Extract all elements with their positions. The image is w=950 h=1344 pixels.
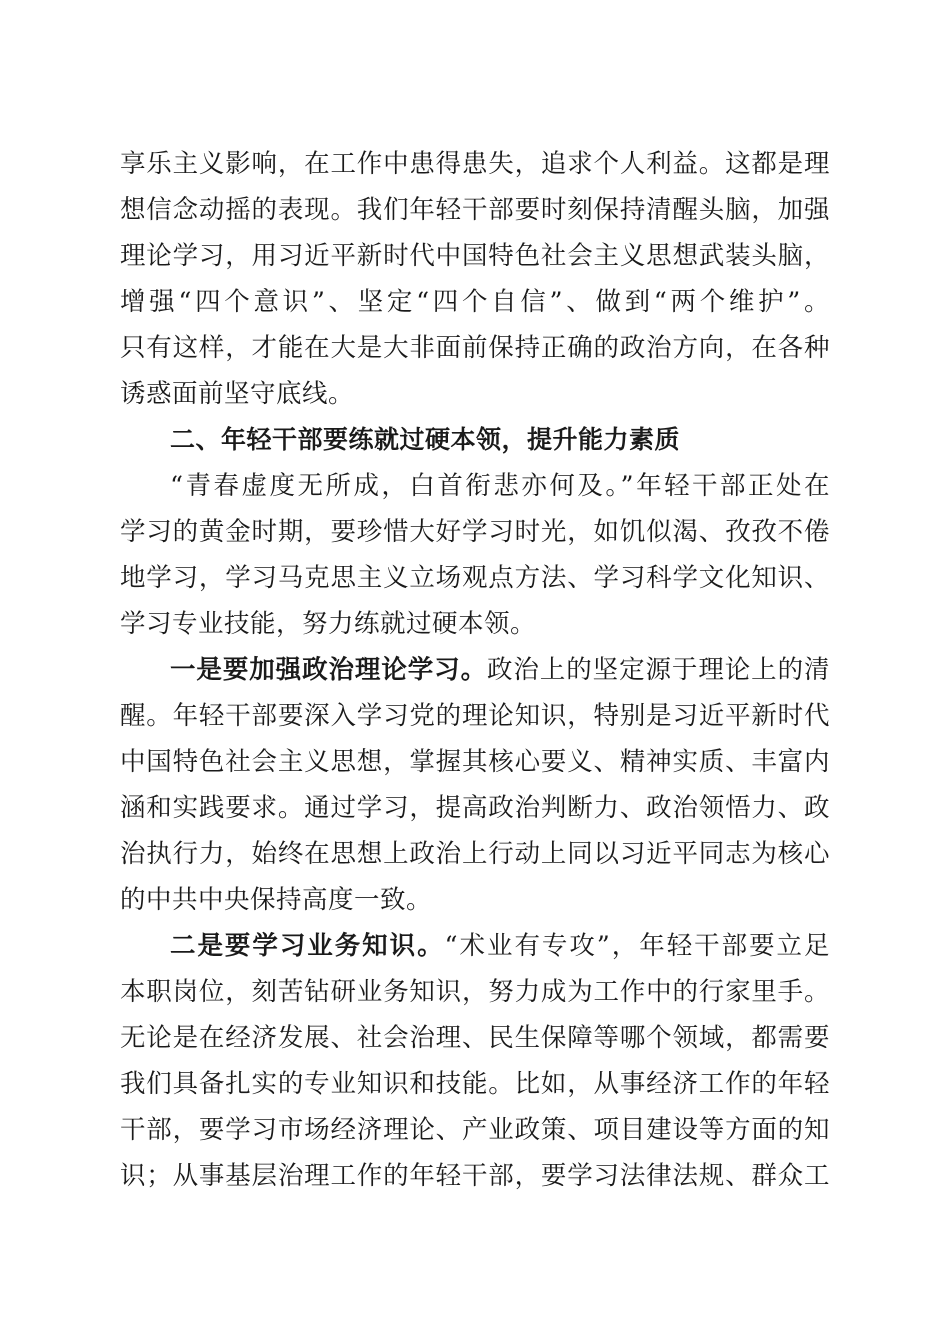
text-line: 本职岗位，刻苦钻研业务知识，努力成为工作中的行家里手。 xyxy=(120,977,830,1007)
section-heading: 二、年轻干部要练就过硬本领，提升能力素质 xyxy=(170,425,681,454)
text-line: 理论学习，用习近平新时代中国特色社会主义思想武装头脑， xyxy=(120,241,830,271)
text-line: 学习的黄金时期，要珍惜大好学习时光，如饥似渴、孜孜不倦 xyxy=(120,517,830,547)
text-line: 中国特色社会主义思想，掌握其核心要义、精神实质、丰富内 xyxy=(120,747,830,777)
text-line: 只有这样，才能在大是大非面前保持正确的政治方向，在各种 xyxy=(120,333,830,363)
text-line: 诱惑面前坚守底线。 xyxy=(120,379,355,409)
point1-first-line xyxy=(170,648,830,692)
point1-lead: 一是要加强政治理论学习。 xyxy=(170,655,487,685)
text-line: 治执行力，始终在思想上政治上行动上同以习近平同志为核心 xyxy=(120,839,830,869)
text-line: 干部，要学习市场经济理论、产业政策、项目建设等方面的知 xyxy=(120,1115,830,1145)
text-line: 地学习，学习马克思主义立场观点方法、学习科学文化知识、 xyxy=(120,563,830,593)
text-line: 的中共中央保持高度一致。 xyxy=(120,885,433,915)
text-line: 学习专业技能，努力练就过硬本领。 xyxy=(120,609,537,639)
text-line: 无论是在经济发展、社会治理、民生保障等哪个领域，都需要 xyxy=(120,1023,830,1053)
point2-first-rest: “术业有专攻”，年轻干部要立足 xyxy=(444,931,830,961)
text-line: 涵和实践要求。通过学习，提高政治判断力、政治领悟力、政 xyxy=(120,793,830,823)
text-line: 享乐主义影响，在工作中患得患失，追求个人利益。这都是理 xyxy=(120,149,830,179)
text-line: 想信念动摇的表现。我们年轻干部要时刻保持清醒头脑，加强 xyxy=(120,195,830,225)
point2-lead: 二是要学习业务知识。 xyxy=(170,931,445,961)
point2-first-line xyxy=(170,924,830,968)
text-line: “青春虚度无所成，白首衔悲亦何及。”年轻干部正处在 xyxy=(170,471,830,501)
text-line: 增强“四个意识”、坚定“四个自信”、做到“两个维护”。 xyxy=(120,287,830,317)
text-line: 我们具备扎实的专业知识和技能。比如，从事经济工作的年轻 xyxy=(120,1069,830,1099)
text-line: 识；从事基层治理工作的年轻干部，要学习法律法规、群众工 xyxy=(120,1161,830,1191)
text-line: 醒。年轻干部要深入学习党的理论知识，特别是习近平新时代 xyxy=(120,701,830,731)
point1-first-rest: 政治上的坚定源于理论上的清 xyxy=(487,655,830,685)
